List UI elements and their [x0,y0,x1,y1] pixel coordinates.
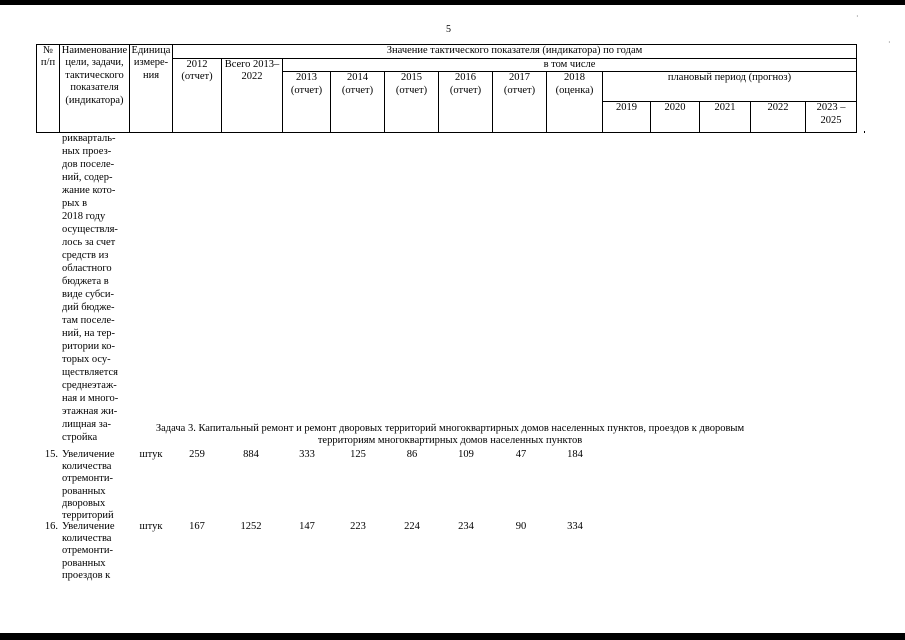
row-unit: штук [139,449,163,460]
column-tick [172,131,173,133]
indicator-header-table [36,44,857,133]
header-values-title: Значение тактического показателя (индикатора) по годам [173,45,857,59]
continued-indicator-name: рикварталь- ных проез- дов поселе- ний, содер- жание кото- рых в 2018 году осуществля- лось за счет средств из областного бюджета в виде субси- дий бюдже- там поселе- ний, на тер- ритории ко- торых осу- ществляется среднеэтаж- ная и много- этажная жи- лищная за- стройка [62,133,119,443]
value-2014: 223 [350,521,366,532]
value-2014: 125 [350,449,366,460]
header-year-2014: 2014 (отчет) [331,72,385,133]
value-2016: 234 [458,521,474,532]
value-2018: 184 [567,449,583,460]
header-in-total: в том числе [283,59,857,72]
value-2015: 224 [404,521,420,532]
value-2016: 109 [458,449,474,460]
value-2013: 333 [299,449,315,460]
row-unit: штук [139,521,163,532]
column-tick [36,131,37,133]
header-plan-2021: 2021 [700,102,751,133]
row-number: 16. [44,521,58,532]
row-number: 15. [44,449,58,460]
header-num: № п/п [37,45,60,133]
header-plan-title: плановый период (прогноз) [603,72,857,102]
header-year-2016: 2016 (отчет) [439,72,493,133]
value-2012: 259 [189,449,205,460]
header-year-2015: 2015 (отчет) [385,72,439,133]
header-plan-2019: 2019 [603,102,651,133]
value-2018: 334 [567,521,583,532]
header-2012: 2012 (отчет) [173,59,222,133]
header-total: Всего 2013–2022 [222,59,283,133]
value-2017: 47 [515,449,527,460]
header-year-2013: 2013 (отчет) [283,72,331,133]
header-year-2018: 2018 (оценка) [547,72,603,133]
header-plan-2022: 2022 [751,102,806,133]
scan-speck: · [856,12,859,21]
column-tick [221,131,222,133]
page-number: 5 [446,24,451,35]
value-total: 884 [243,449,259,460]
scan-speck: · [888,38,891,47]
task-3-heading: Задача 3. Капитальный ремонт и ремонт дворовых территорий многоквартирных домов населенных пунктов, проездов к дворовым территориям многоквартирных домов населенных пунктов [155,423,745,446]
value-total: 1252 [240,521,262,532]
row-indicator-name: Увеличение количества отремонти- рованных дворовых территорий [62,449,115,521]
value-2013: 147 [299,521,315,532]
header-name: Наименование цели, задачи, тактического показателя (индикатора) [60,45,130,133]
bottom-border [0,633,905,640]
value-2012: 167 [189,521,205,532]
header-year-2017: 2017 (отчет) [493,72,547,133]
column-tick [282,131,283,133]
column-tick [864,131,865,133]
header-plan-2020: 2020 [651,102,700,133]
header-unit: Единица измере-ния [130,45,173,133]
value-2017: 90 [515,521,527,532]
row-indicator-name: Увеличение количества отремонти- рованных проездов к [62,521,115,581]
header-plan-2023-2025: 2023 – 2025 [806,102,857,133]
column-tick [59,131,60,133]
top-border [0,0,905,5]
value-2015: 86 [406,449,418,460]
